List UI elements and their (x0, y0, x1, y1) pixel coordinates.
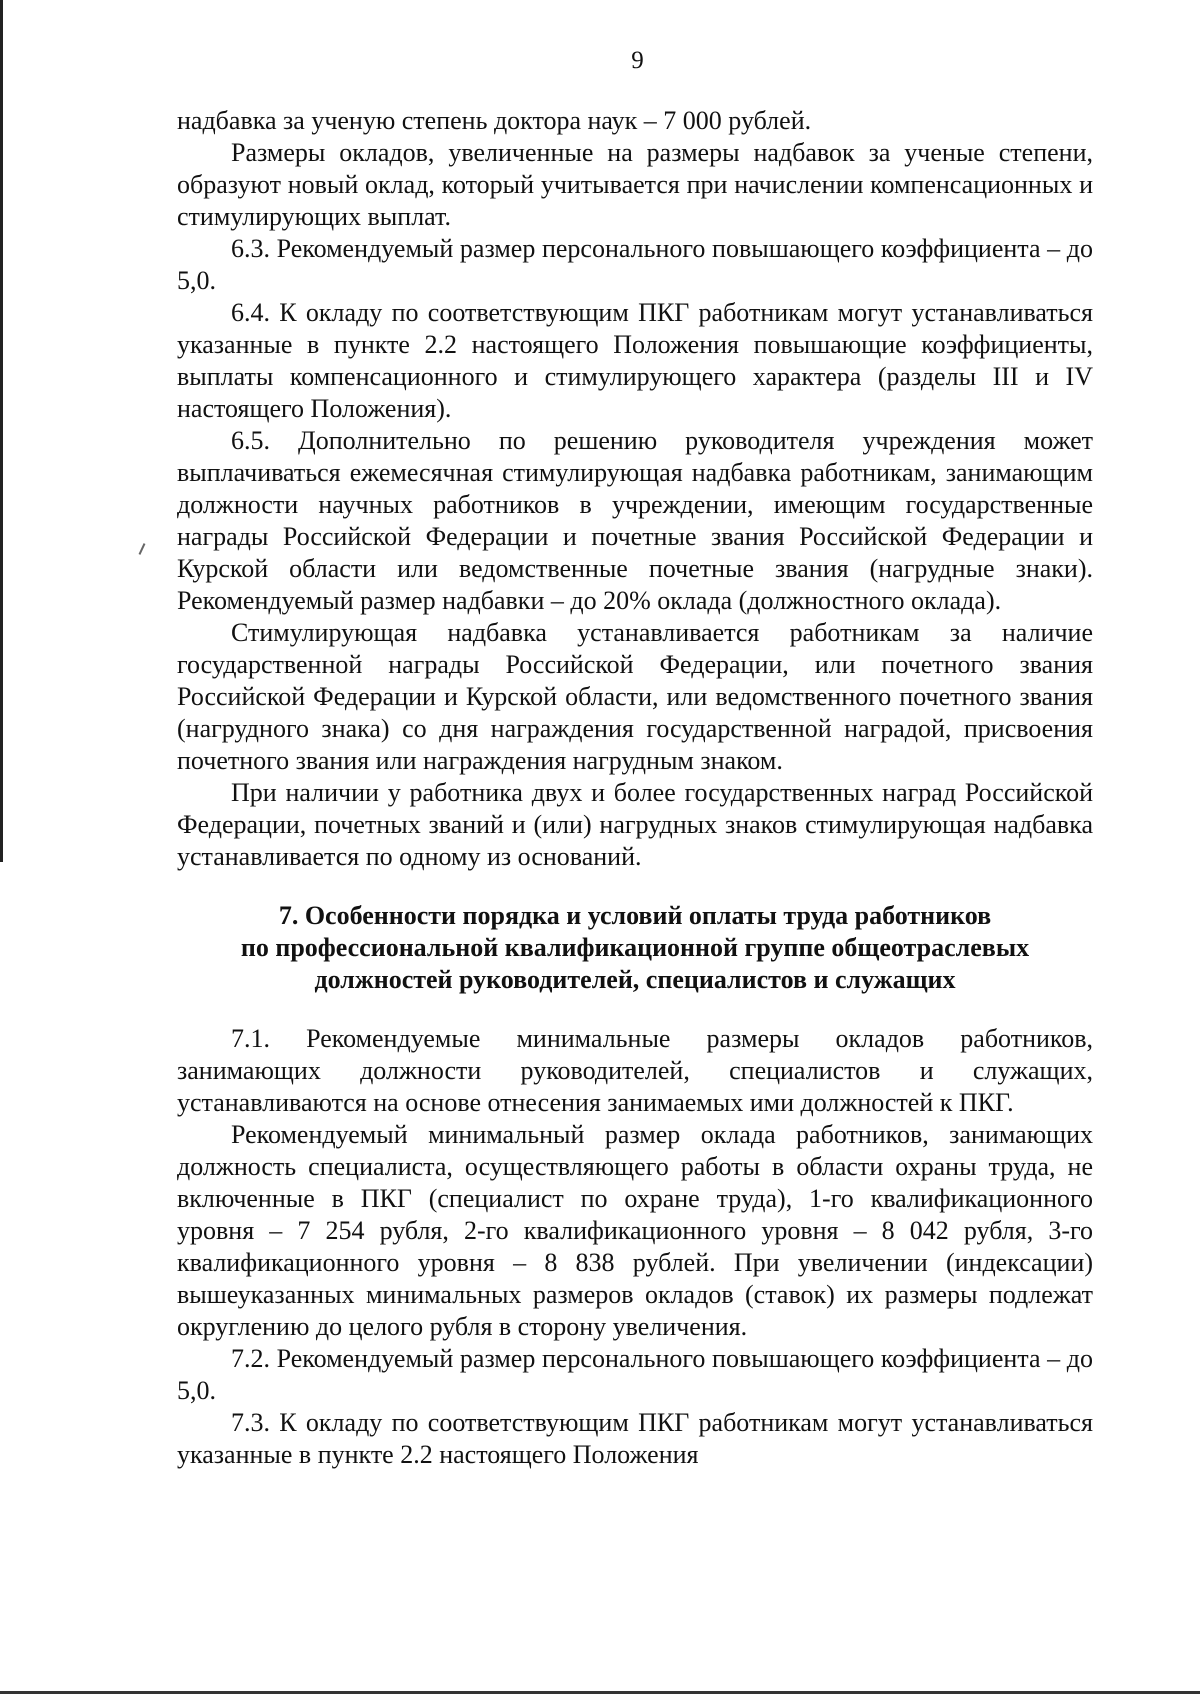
paragraph-stimulating-allowance: Стимулирующая надбавка устанавливается работникам за наличие государственной награды Российской Федерации, или почетного звания Российской Федерации и Курской области, или ведомственного почетного звания (нагрудного знака) со дня награждения государственной наградой, присвоения почетного звания или награждения нагрудным знаком. (177, 618, 1093, 775)
section-heading-line-1: 7. Особенности порядка и условий оплаты труда работников (278, 901, 992, 930)
heading-spacer (177, 996, 1093, 1023)
paragraph-7-1: 7.1. Рекомендуемые минимальные размеры окладов работников, занимающих должности руководителей, специалистов и служащих, устанавливаются на основе отнесения занимаемых ими должностей к ПКГ. (177, 1024, 1093, 1117)
paragraph-labor-safety-salary: Рекомендуемый минимальный размер оклада работников, занимающих должность специалиста, осуществляющего работы в области охраны труда, не включенные в ПКГ (специалист по охране труда), 1-го квалификационного уровня – 7 254 рубля, 2-го квалификационного уровня – 8 042 рубля, 3-го квалификационного уровня – 8 838 рублей. При увеличении (индексации) вышеуказанных минимальных размеров окладов (ставок) их размеры подлежат округлению до целого рубля в сторону увеличения. (177, 1120, 1093, 1341)
paragraph-6-4: 6.4. К окладу по соответствующим ПКГ работникам могут устанавливаться указанные в пункте 2.2 настоящего Положения повышающие коэффициенты, выплаты компенсационного и стимулирующего характера (разделы III и IV настоящего Положения). (177, 298, 1093, 423)
scan-stray-mark (139, 543, 146, 555)
scan-edge-line (0, 0, 3, 862)
scan-bottom-edge (0, 1691, 1200, 1694)
section-heading-line-3: должностей руководителей, специалистов и служащих (314, 965, 956, 994)
paragraph-doctor-allowance: надбавка за ученую степень доктора наук – 7 000 рублей. (177, 106, 812, 135)
paragraph-6-5: 6.5. Дополнительно по решению руководителя учреждения может выплачиваться ежемесячная стимулирующая надбавка работникам, занимающим должности научных работников в учреждении, имеющим государственные награды Российской Федерации и почетные звания Российской Федерации и Курской области или ведомственные почетные звания (нагрудные знаки). Рекомендуемый размер надбавки – до 20% оклада (должностного оклада). (177, 426, 1093, 615)
paragraph-7-3: 7.3. К окладу по соответствующим ПКГ работникам могут устанавливаться указанные в пункте 2.2 настоящего Положения (177, 1408, 1093, 1469)
section-heading-line-2: по профессиональной квалификационной группе общеотраслевых (240, 933, 1030, 962)
paragraph-multiple-awards: При наличии у работника двух и более государственных наград Российской Федерации, почетных званий и (или) нагрудных знаков стимулирующая надбавка устанавливается по одному из оснований. (177, 778, 1093, 871)
paragraph-new-salary: Размеры окладов, увеличенные на размеры надбавок за ученые степени, образуют новый оклад, который учитывается при начислении компенсационных и стимулирующих выплат. (177, 138, 1093, 231)
paragraph-6-3: 6.3. Рекомендуемый размер персонального повышающего коэффициента – до 5,0. (177, 234, 1093, 295)
document-body (177, 105, 1093, 1471)
paragraph-7-2: 7.2. Рекомендуемый размер персонального повышающего коэффициента – до 5,0. (177, 1344, 1093, 1405)
page-number: 9 (631, 47, 644, 74)
section-7-heading (177, 900, 1093, 996)
